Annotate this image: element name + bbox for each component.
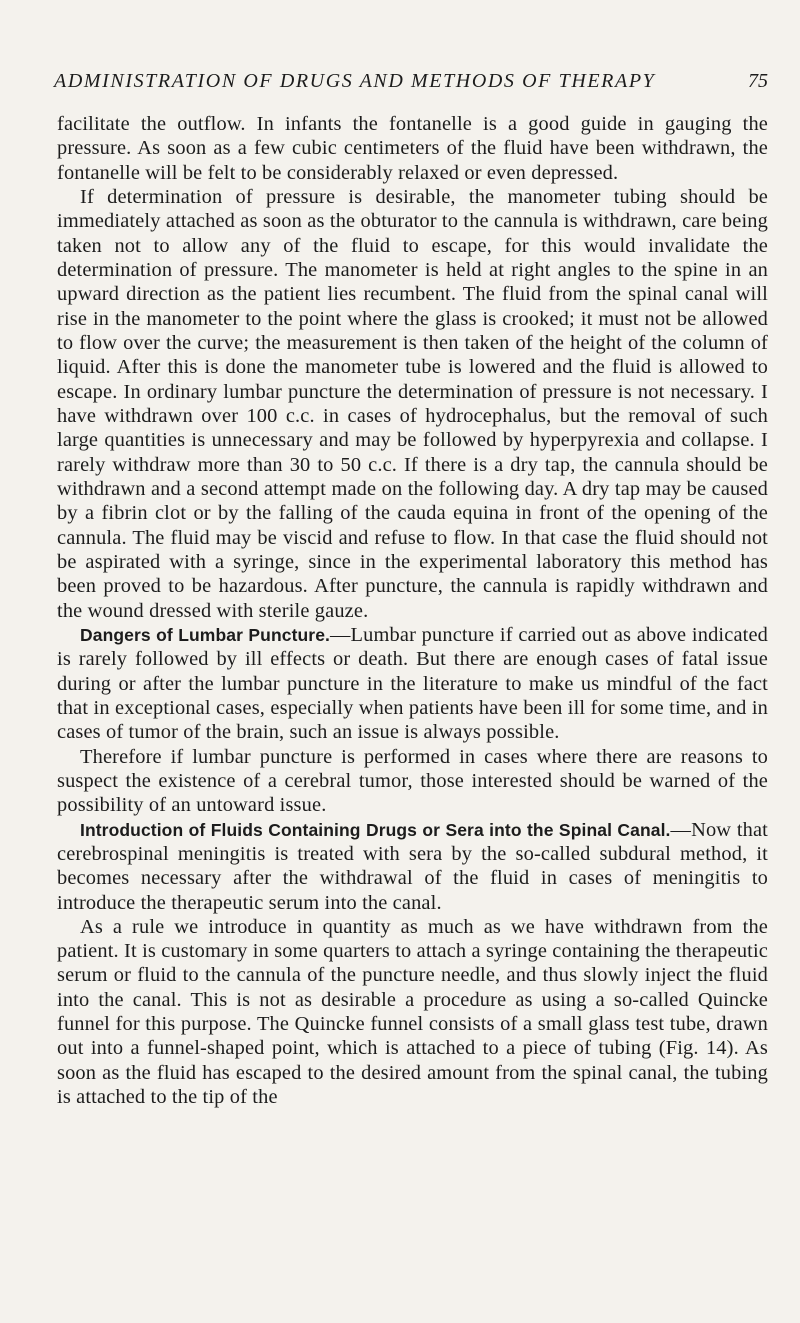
body-text [57, 112, 768, 1109]
paragraph-manometer [57, 185, 768, 623]
paragraph-text: —Now that cerebrospinal meningitis is treated with sera by the so-called subdural method, it becomes necessary after the withdrawal of the fluid in cases of meningitis to introduce the therapeutic serum into the canal. [57, 818, 768, 914]
paragraph-tumor-warning [57, 745, 768, 818]
paragraph-dangers [57, 623, 768, 745]
running-head-title: ADMINISTRATION OF DRUGS AND METHODS OF THERAPY [54, 70, 656, 92]
paragraph-quincke [57, 915, 768, 1110]
section-heading-dangers: Dangers of Lumbar Puncture. [80, 624, 331, 645]
paragraph-text: —Lumbar puncture if carried out as above indicated is rarely followed by ill effects or death. But there are enough cases of fatal issue during or after the lumbar puncture in the literature to make us mindful of the fact that in exceptional cases, especially when patients have been ill for some time, and in cases of tumor of the brain, such an issue is always possible. [57, 623, 769, 744]
page-number: 75 [748, 70, 768, 92]
running-head [54, 70, 768, 100]
section-heading-introduction: Introduction of Fluids Containing Drugs or Sera into the Spinal Canal. [80, 819, 671, 840]
paragraph-text: facilitate the outflow. In infants the fontanelle is a good guide in gauging the pressure. As soon as a few cubic centimeters of the fluid have been withdrawn, the fontanelle will be felt to be considerably relaxed or even depressed. [57, 113, 768, 184]
paragraph-text: As a rule we introduce in quantity as much as we have withdrawn from the patient. It is customary in some quarters to attach a syringe containing the therapeutic serum or fluid to the cannula of the puncture needle, and thus slowly inject the fluid into the canal. This is not as desirable a procedure as using a so-called Quincke funnel for this purpose. The Quincke funnel consists of a small glass test tube, drawn out into a funnel-shaped point, which is attached to a piece of tubing (Fig. 14). As soon as the fluid has escaped to the desired amount from the spinal canal, the tubing is attached to the tip of the [57, 915, 768, 1109]
paragraph-outflow [57, 112, 768, 185]
paragraph-text: If determination of pressure is desirable, the manometer tubing should be immediately attached as soon as the obturator to the cannula is withdrawn, care being taken not to allow any of the fluid to escape, for this would invalidate the determination of pressure. The manometer is held at right angles to the spine in an upward direction as the patient lies recumbent. The fluid from the spinal canal will rise in the manometer to the point where the glass is crooked; it must not be allowed to flow over the curve; the measurement is then taken of the height of the column of liquid. After this is done the manometer tube is lowered and the fluid is allowed to escape. In ordinary lumbar puncture the determination of pressure is not necessary. I have withdrawn over 100 c.c. in cases of hydrocephalus, but the removal of such large quantities is unnecessary and may be followed by hyperpyrexia and collapse. I rarely withdraw more than 30 to 50 c.c. If there is a dry tap, the cannula should be withdrawn and a second attempt made on the following day. A dry tap may be caused by a fibrin clot or by the falling of the cauda equina in front of the opening of the cannula. The fluid may be viscid and refuse to flow. In that case the fluid should not be aspirated with a syringe, since in the experimental laboratory this method has been proved to be hazardous. After puncture, the cannula is rapidly withdrawn and the wound dressed with sterile gauze. [57, 185, 768, 622]
paragraph-text: Therefore if lumbar puncture is performed in cases where there are reasons to suspect the existence of a cerebral tumor, those interested should be warned of the possibility of an untoward issue. [57, 745, 768, 817]
paragraph-introduction [57, 818, 768, 915]
